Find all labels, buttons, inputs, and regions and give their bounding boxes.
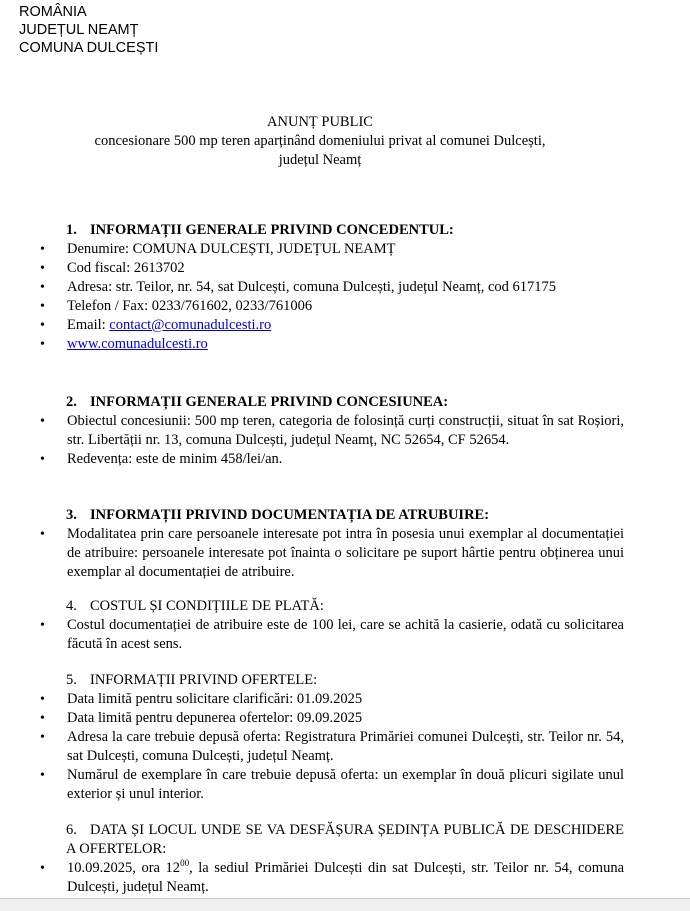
section-heading — [0, 221, 690, 240]
section-list — [0, 859, 690, 897]
section-heading — [0, 393, 690, 412]
section-list — [0, 616, 690, 654]
section-concession — [0, 393, 690, 469]
list-item: • Redevența: este de minim 458/lei/an. — [40, 451, 283, 467]
section-heading — [0, 597, 690, 616]
section-list — [0, 525, 690, 582]
bullet-icon: • — [40, 242, 45, 257]
list-item: • Adresa: str. Teilor, nr. 54, sat Dulcești, comuna Dulcești, județul Neamț, cod 617175 — [40, 279, 557, 295]
header-country: ROMÂNIA — [19, 4, 87, 20]
section-list — [0, 412, 690, 469]
bullet-icon: • — [40, 730, 45, 745]
window-bottom-edge — [0, 898, 690, 911]
header-commune: COMUNA DULCEȘTI — [19, 40, 159, 56]
bullet-icon: • — [40, 261, 45, 276]
section-number: 3. — [66, 507, 77, 523]
bullet-icon: • — [40, 318, 45, 333]
section-title: DATA ȘI LOCUL UNDE SE VA DESFĂȘURA ȘEDINȚA PUBLICĂ DE DESCHIDERE A OFERTELOR: — [66, 822, 624, 857]
section-title: INFORMAȚII GENERALE PRIVIND CONCEDENTUL: — [90, 222, 454, 238]
email-link[interactable]: contact@comunadulcesti.ro — [109, 317, 272, 333]
section-list — [0, 240, 690, 354]
section-opening-session — [0, 821, 690, 897]
section-documentation — [0, 506, 690, 582]
header-county: JUDEȚUL NEAMȚ — [19, 22, 139, 38]
bullet-icon: • — [40, 452, 45, 467]
section-heading — [0, 671, 690, 690]
list-item — [0, 335, 690, 354]
list-item — [0, 316, 690, 335]
list-item: • Costul documentației de atribuire este de 100 lei, care se achită la casierie, odată cu solicitarea făcută în acest sens. — [40, 617, 624, 652]
bullet-icon: • — [40, 337, 45, 352]
time-superscript: 00 — [180, 858, 190, 869]
section-title: INFORMAȚII PRIVIND OFERTELE: — [90, 672, 318, 688]
section-number: 1. — [66, 222, 77, 238]
website-link[interactable]: www.comunadulcesti.ro — [67, 336, 208, 352]
document-header — [19, 3, 158, 57]
section-cost — [0, 597, 690, 654]
section-number: 5. — [66, 672, 77, 688]
bullet-icon: • — [40, 711, 45, 726]
section-title: INFORMAȚII PRIVIND DOCUMENTAȚIA DE ATRUBUIRE: — [90, 507, 490, 523]
bullet-icon: • — [40, 299, 45, 314]
bullet-icon: • — [40, 861, 45, 876]
list-item: • Data limită pentru depunerea ofertelor: 09.09.2025 — [40, 710, 363, 726]
list-item: • Cod fiscal: 2613702 — [40, 260, 185, 276]
bullet-icon: • — [40, 527, 45, 542]
bullet-icon: • — [40, 768, 45, 783]
list-item: • Data limită pentru solicitare clarificări: 01.09.2025 — [40, 691, 363, 707]
list-item: • 10.09.2025, ora $12^{00}$, la sediul Primăriei Dulcești din sat Dulcești, str. Teilor nr. 54, comuna Dulcești, județul Neamț. — [40, 858, 625, 895]
list-item: • Adresa la care trebuie depusă oferta: Registratura Primăriei comunei Dulcești, str. Teilor nr. 54, sat Dulcești, comuna Dulcești, județul Neamț. — [40, 729, 624, 764]
title-subtitle-county: județul Neamț — [278, 152, 362, 168]
email-label: Email: — [67, 317, 110, 333]
list-item: • Telefon / Fax: 0233/761602, 0233/761006 — [40, 298, 313, 314]
section-number: 2. — [66, 394, 77, 410]
title-subtitle: concesionare 500 mp teren aparținând domeniului privat al comunei Dulcești, — [94, 133, 546, 149]
bullet-icon: • — [40, 414, 45, 429]
document-title — [0, 113, 640, 170]
bullet-icon: • — [40, 280, 45, 295]
bullet-icon: • — [40, 692, 45, 707]
list-item: • Obiectul concesiunii: 500 mp teren, categoria de folosință curți construcții, situat în sat Roșiori, str. Libertății nr. 13, comuna Dulcești, județul Neamț, NC 52654, CF 52654. — [40, 413, 624, 448]
section-heading — [0, 506, 690, 525]
list-item: • Modalitatea prin care persoanele interesate pot intra în posesia unui exemplar al documentației de atribuire: persoanele interesate pot înainta o solicitare pe suport hârtie pentru obținerea unui exemplar al documentației de atribuire. — [40, 526, 624, 580]
section-number: 4. — [66, 598, 77, 614]
section-title: INFORMAȚII GENERALE PRIVIND CONCESIUNEA: — [90, 394, 449, 410]
section-offers — [0, 671, 690, 804]
section-heading — [0, 821, 690, 859]
list-item: • Denumire: COMUNA DULCEȘTI, JUDEȚUL NEAMȚ — [40, 241, 396, 257]
section-concedent — [0, 221, 690, 354]
section-number: 6. — [66, 822, 77, 838]
section-title: COSTUL ȘI CONDIȚIILE DE PLATĂ: — [90, 598, 324, 614]
list-item: • Numărul de exemplare în care trebuie depusă oferta: un exemplar în două plicuri sigilate unul exterior și unul interior. — [40, 767, 624, 802]
section-list — [0, 690, 690, 804]
bullet-icon: • — [40, 618, 45, 633]
title-main: ANUNȚ PUBLIC — [267, 114, 373, 130]
